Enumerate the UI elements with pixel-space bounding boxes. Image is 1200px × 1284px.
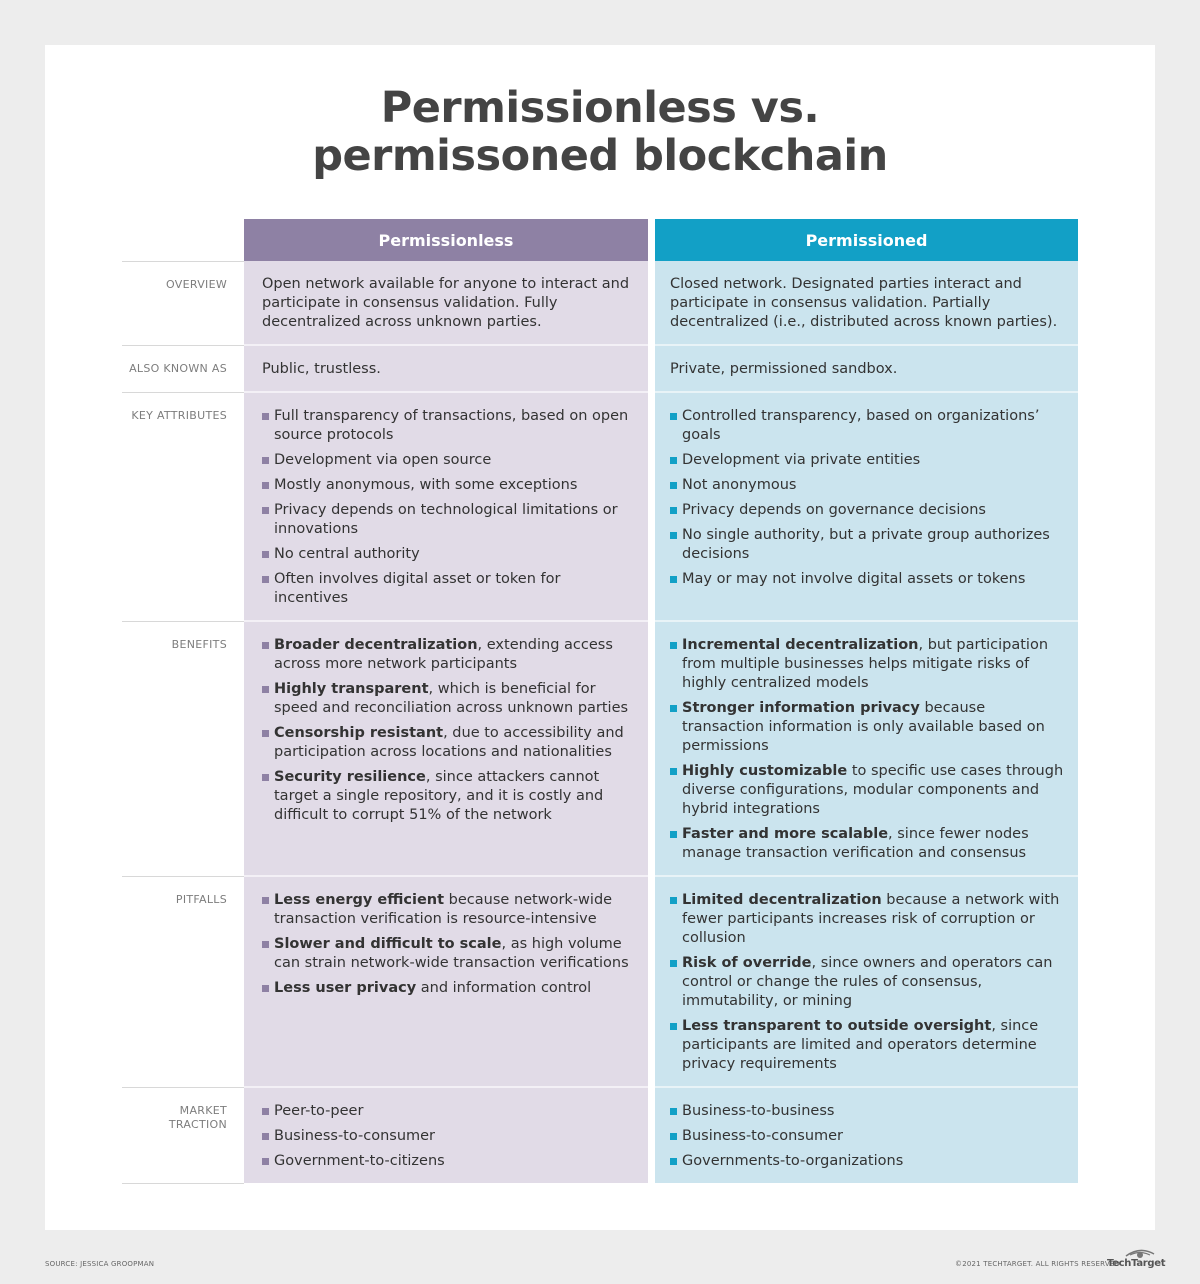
- list-item: No central authority: [262, 545, 634, 564]
- title-line-2: permissoned blockchain: [312, 130, 888, 181]
- bullet-square-icon: [670, 1108, 677, 1115]
- list-item: Full transparency of transactions, based on open source protocols: [262, 407, 634, 445]
- list-item: Governments-to-organizations: [670, 1152, 1064, 1171]
- bullet-square-icon: [670, 507, 677, 514]
- bullet-square-icon: [262, 576, 269, 583]
- bullet-square-icon: [670, 831, 677, 838]
- bullet-square-icon: [262, 985, 269, 992]
- list-item: Mostly anonymous, with some exceptions: [262, 476, 634, 495]
- brand-logo-text: TechTarget: [1107, 1258, 1166, 1269]
- bullet-square-icon: [262, 642, 269, 649]
- overview-permissionless: Open network available for anyone to interact and participate in consensus validation. Fully decentralized across unknown parties.: [262, 276, 630, 330]
- list-item: Government-to-citizens: [262, 1152, 634, 1171]
- bullet-square-icon: [262, 551, 269, 558]
- row-label-key-attributes: KEY ATTRIBUTES: [122, 392, 244, 621]
- row-overview: [122, 261, 1078, 345]
- copyright-notice: ©2021 TECHTARGET. ALL RIGHTS RESERVED: [955, 1260, 1121, 1268]
- list-item: Privacy depends on technological limitations or innovations: [262, 501, 634, 539]
- list-item: Censorship resistant, due to accessibility and participation across locations and nationalities: [262, 724, 634, 762]
- bullet-square-icon: [670, 413, 677, 420]
- row-key-attributes: [122, 392, 1078, 621]
- list-item: Stronger information privacy because transaction information is only available based on permissions: [670, 699, 1064, 756]
- bullet-square-icon: [262, 457, 269, 464]
- list-item: Not anonymous: [670, 476, 1064, 495]
- bullet-square-icon: [262, 774, 269, 781]
- row-pitfalls: [122, 876, 1078, 1087]
- row-label-overview: OVERVIEW: [122, 261, 244, 345]
- aka-permissionless: Public, trustless.: [262, 361, 381, 377]
- benefits-permissioned-list: [670, 636, 1064, 863]
- column-gap: [648, 219, 655, 261]
- bullet-square-icon: [670, 1133, 677, 1140]
- page-title: [45, 85, 1155, 180]
- bullet-square-icon: [262, 941, 269, 948]
- overview-permissioned: Closed network. Designated parties interact and participate in consensus validation. Partially decentralized (i.e., distributed across known parties).: [670, 276, 1058, 330]
- row-label-market-traction: MARKET TRACTION: [122, 1087, 244, 1183]
- row-label-benefits: BENEFITS: [122, 621, 244, 876]
- bullet-square-icon: [670, 897, 677, 904]
- list-item: Limited decentralization because a network with fewer participants increases risk of corruption or collusion: [670, 891, 1064, 948]
- list-item: Faster and more scalable, since fewer nodes manage transaction verification and consensus: [670, 825, 1064, 863]
- list-item: Business-to-business: [670, 1102, 1064, 1121]
- bullet-square-icon: [670, 705, 677, 712]
- list-item: Peer-to-peer: [262, 1102, 634, 1121]
- column-header-permissioned: Permissioned: [655, 219, 1078, 261]
- bullet-square-icon: [262, 482, 269, 489]
- pitfalls-permissionless-list: [262, 891, 634, 998]
- bullet-square-icon: [262, 897, 269, 904]
- bullet-square-icon: [670, 532, 677, 539]
- bullet-square-icon: [262, 1108, 269, 1115]
- list-item: Often involves digital asset or token for incentives: [262, 570, 634, 608]
- bullet-square-icon: [262, 730, 269, 737]
- list-item: Business-to-consumer: [262, 1127, 634, 1146]
- market-traction-permissioned-list: [670, 1102, 1064, 1171]
- bullet-square-icon: [670, 576, 677, 583]
- aka-permissioned: Private, permissioned sandbox.: [670, 361, 898, 377]
- bullet-square-icon: [670, 1158, 677, 1165]
- row-label-also-known-as: ALSO KNOWN AS: [122, 345, 244, 392]
- bullet-square-icon: [670, 457, 677, 464]
- list-item: Risk of override, since owners and operators can control or change the rules of consensus, immutability, or mining: [670, 954, 1064, 1011]
- bullet-square-icon: [262, 1133, 269, 1140]
- header-empty-cell: [122, 219, 244, 261]
- pitfalls-permissioned-list: [670, 891, 1064, 1074]
- key-attributes-permissioned-list: [670, 407, 1064, 589]
- list-item: Controlled transparency, based on organizations’ goals: [670, 407, 1064, 445]
- bullet-square-icon: [670, 1023, 677, 1030]
- row-also-known-as: [122, 345, 1078, 392]
- list-item: Broader decentralization, extending access across more network participants: [262, 636, 634, 674]
- comparison-table: [122, 219, 1078, 1184]
- infographic-card: [45, 45, 1155, 1230]
- list-item: Development via private entities: [670, 451, 1064, 470]
- row-market-traction: [122, 1087, 1078, 1183]
- bullet-square-icon: [670, 960, 677, 967]
- row-benefits: [122, 621, 1078, 876]
- bullet-square-icon: [670, 642, 677, 649]
- bullet-square-icon: [670, 768, 677, 775]
- bullet-square-icon: [262, 507, 269, 514]
- list-item: No single authority, but a private group authorizes decisions: [670, 526, 1064, 564]
- list-item: Less energy efficient because network-wide transaction verification is resource-intensive: [262, 891, 634, 929]
- list-item: Slower and difficult to scale, as high volume can strain network-wide transaction verifications: [262, 935, 634, 973]
- bullet-square-icon: [670, 482, 677, 489]
- source-credit: SOURCE: JESSICA GROOPMAN: [45, 1260, 155, 1268]
- list-item: Privacy depends on governance decisions: [670, 501, 1064, 520]
- bullet-square-icon: [262, 1158, 269, 1165]
- list-item: Incremental decentralization, but participation from multiple businesses helps mitigate risks of highly centralized models: [670, 636, 1064, 693]
- benefits-permissionless-list: [262, 636, 634, 825]
- key-attributes-permissionless-list: [262, 407, 634, 608]
- market-traction-permissionless-list: [262, 1102, 634, 1171]
- list-item: Development via open source: [262, 451, 634, 470]
- list-item: Less transparent to outside oversight, since participants are limited and operators determine privacy requirements: [670, 1017, 1064, 1074]
- bullet-square-icon: [262, 686, 269, 693]
- list-item: Highly transparent, which is beneficial for speed and reconciliation across unknown parties: [262, 680, 634, 718]
- list-item: Less user privacy and information control: [262, 979, 634, 998]
- list-item: Business-to-consumer: [670, 1127, 1064, 1146]
- list-item: Security resilience, since attackers cannot target a single repository, and it is costly and difficult to corrupt 51% of the network: [262, 768, 634, 825]
- title-line-1: Permissionless vs.: [380, 83, 820, 133]
- list-item: May or may not involve digital assets or tokens: [670, 570, 1064, 589]
- row-label-pitfalls: PITFALLS: [122, 876, 244, 1087]
- bullet-square-icon: [262, 413, 269, 420]
- column-header-permissionless: Permissionless: [244, 219, 648, 261]
- list-item: Highly customizable to specific use cases through diverse configurations, modular components and hybrid integrations: [670, 762, 1064, 819]
